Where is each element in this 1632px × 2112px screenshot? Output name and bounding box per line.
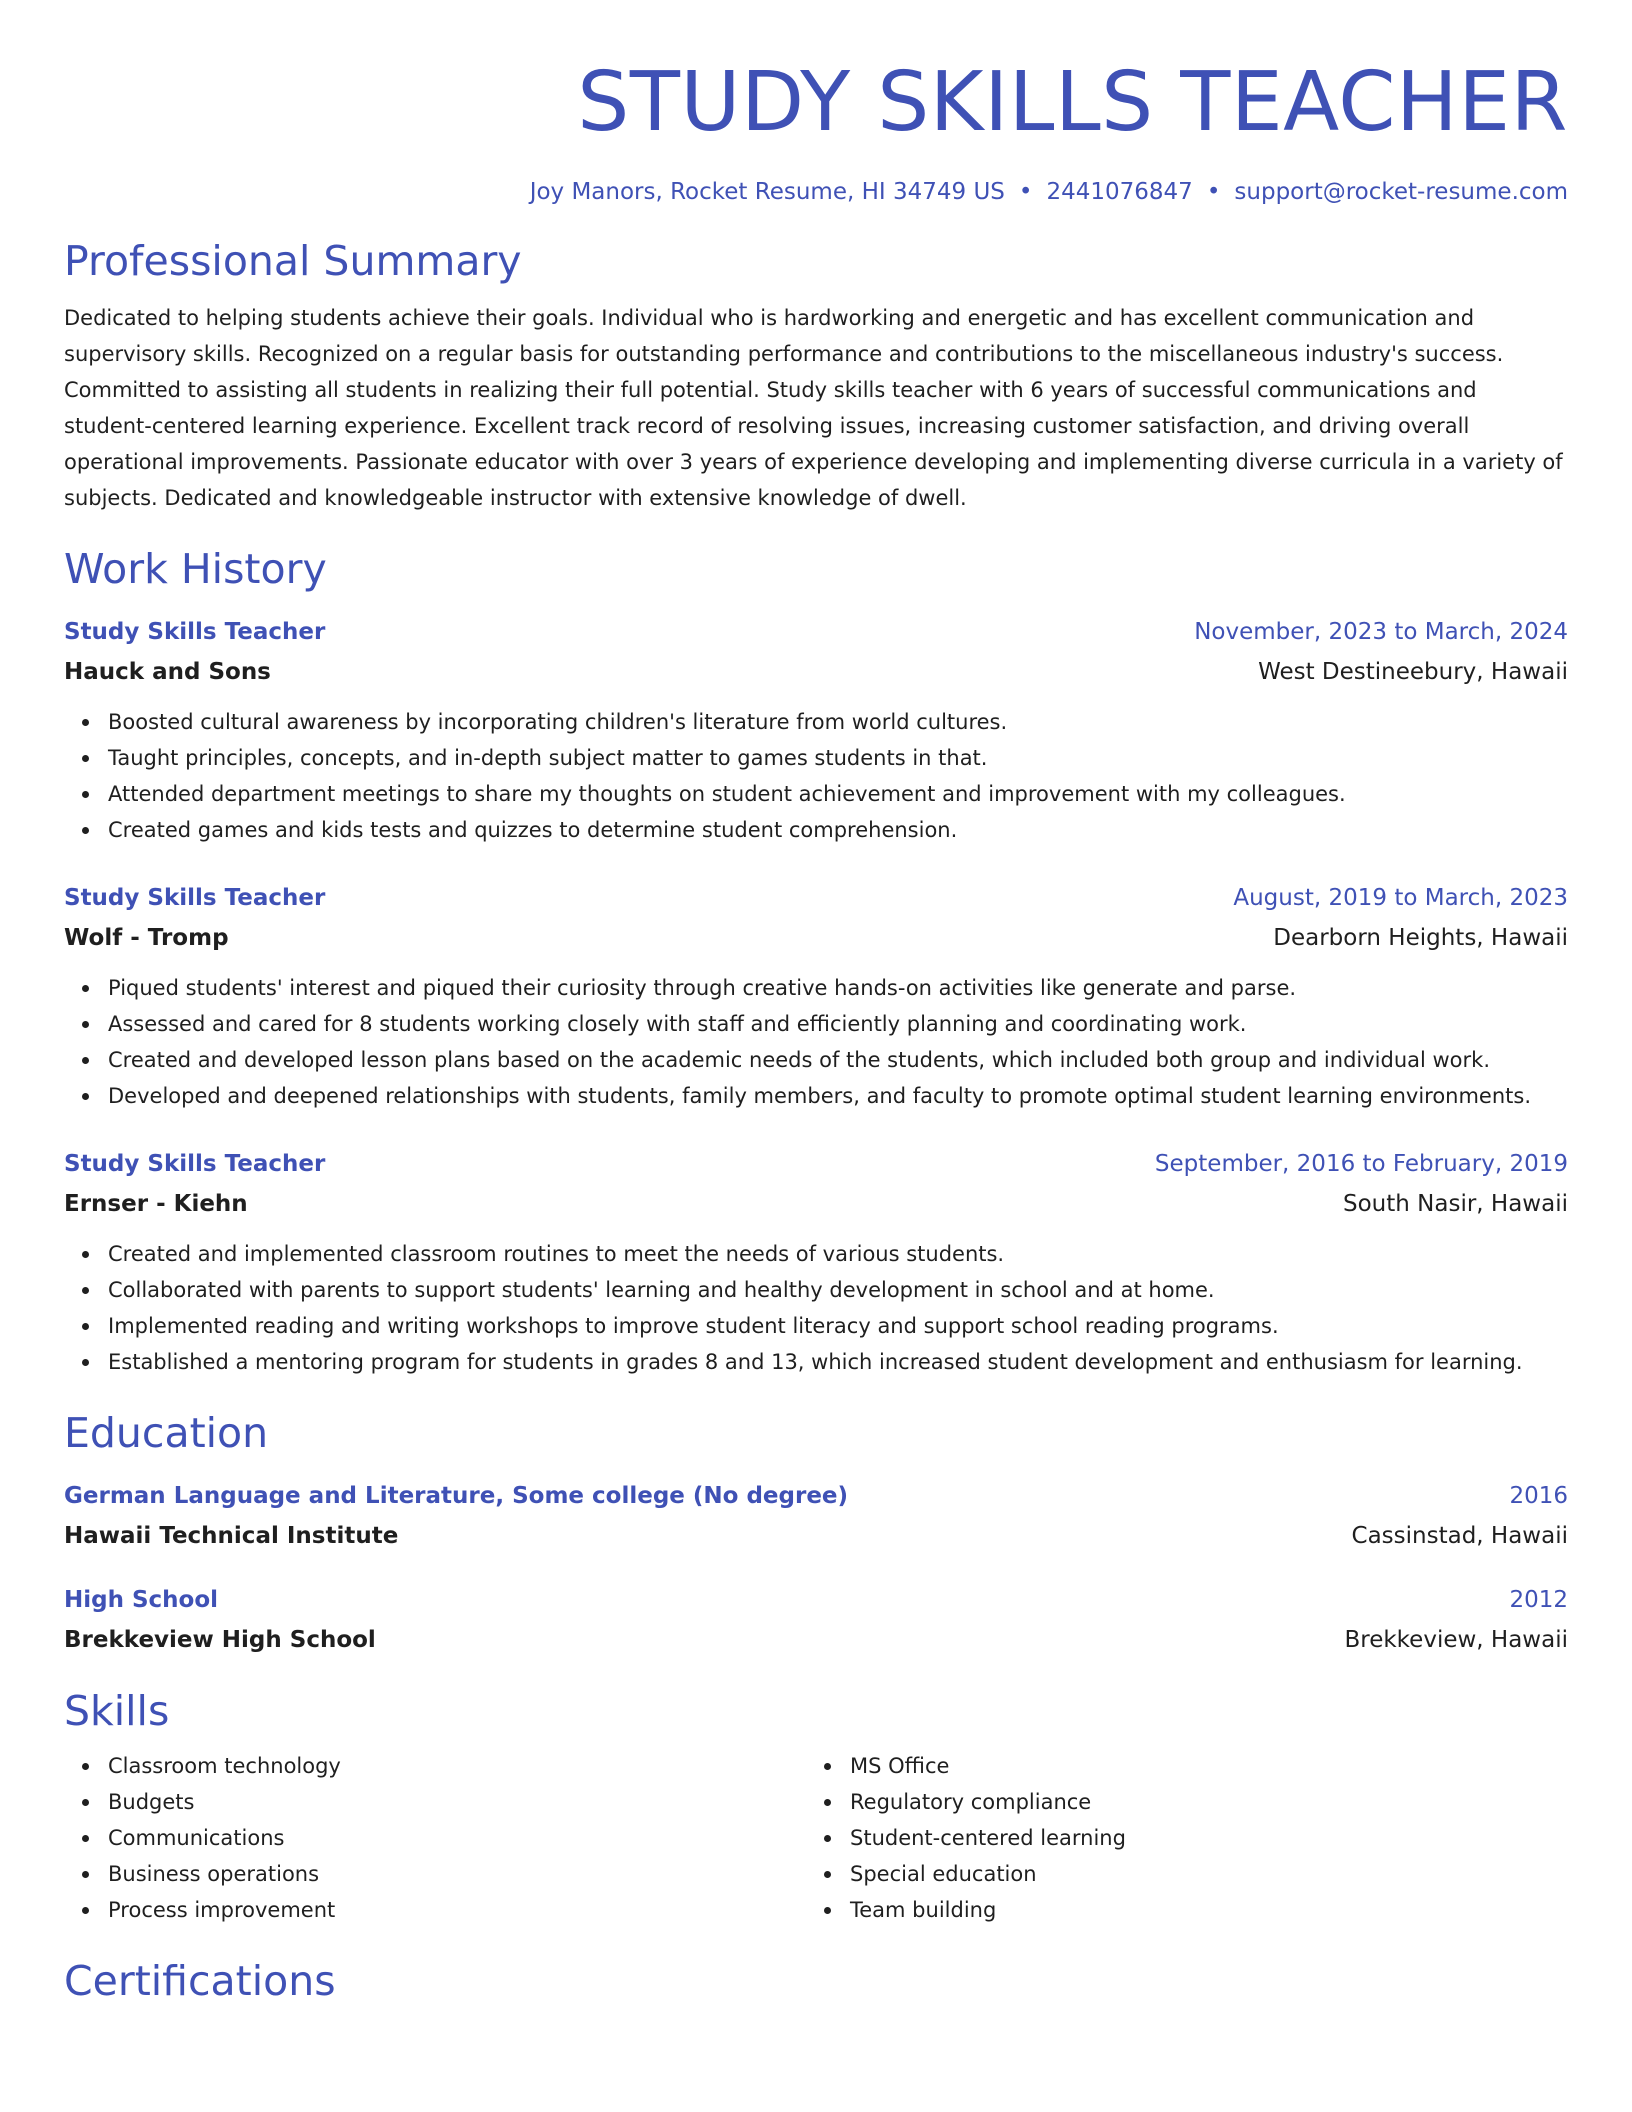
skill-item: Communications [64,1820,806,1856]
job-role: Study Skills Teacher [64,885,326,911]
job-header-row [64,614,1568,650]
phone-text: 2441076847 [1046,179,1193,205]
education-year: 2016 [1509,1483,1568,1509]
separator-dot: • [1206,179,1221,205]
skill-item: Special education [806,1856,1548,1892]
job-bullet: Taught principles, concepts, and in-depth subject matter to games students in that. [64,740,1568,776]
section-title-certifications: Certifications [64,1957,336,2005]
contact-line [64,176,1568,208]
resume-page [64,0,1568,2006]
job-bullet: Created and developed lesson plans based on the academic needs of the students, which included both group and individual work. [64,1042,1568,1078]
skill-item: Budgets [64,1784,806,1820]
job-bullet: Implemented reading and writing workshops to improve student literacy and support school reading programs. [64,1308,1568,1344]
education-header-row [64,1478,1568,1514]
job-bullet: Developed and deepened relationships with students, family members, and faculty to promote optimal student learning environments. [64,1078,1568,1114]
job-bullet: Attended department meetings to share my thoughts on student achievement and improvement with my colleagues. [64,776,1568,812]
job-role: Study Skills Teacher [64,619,326,645]
job-bullet: Piqued students' interest and piqued their curiosity through creative hands-on activities like generate and parse. [64,970,1568,1006]
job-bullet: Assessed and cared for 8 students working closely with staff and efficiently planning and coordinating work. [64,1006,1568,1042]
education-school: Brekkeview High School [64,1627,376,1653]
section-title-summary: Professional Summary [64,237,522,285]
email-link[interactable]: support@rocket-resume.com [1234,179,1568,205]
summary-text: Dedicated to helping students achieve their goals. Individual who is hardworking and energetic and has excellent communication and supervisory skills. Recognized on a regular basis for outstanding performance and contributions to the miscellaneous industry's success. Committed to assisting all students in realizing their full potential. Study skills teacher with 6 years of successful communications and student-centered learning experience. Excellent track record of resolving issues, increasing customer satisfaction, and driving overall operational improvements. Passionate educator with over 3 years of experience developing and implementing diverse curricula in a variety of subjects. Dedicated and knowledgeable instructor with extensive knowledge of dwell. [64,306,1563,510]
job-company-row [64,916,1568,956]
job-location: West Destineebury, Hawaii [1258,659,1568,685]
skill-item: Business operations [64,1856,806,1892]
education-school-row [64,1618,1568,1658]
job-location: South Nasir, Hawaii [1343,1191,1568,1217]
job-bullet: Created games and kids tests and quizzes to determine student comprehension. [64,812,1568,848]
skills-column-left [64,1748,806,1928]
job-dates: September, 2016 to February, 2019 [1154,1151,1568,1177]
skill-item: Process improvement [64,1892,806,1928]
job-company: Hauck and Sons [64,659,271,685]
job-dates: November, 2023 to March, 2024 [1194,619,1568,645]
job-bullets [64,704,1568,848]
job-company: Wolf - Tromp [64,925,229,951]
skills-grid [64,1748,1568,1928]
skill-item: Student-centered learning [806,1820,1548,1856]
job-company: Ernser - Kiehn [64,1191,248,1217]
job-bullets [64,1236,1568,1380]
job-dates: August, 2019 to March, 2023 [1233,885,1568,911]
skills-column-right [806,1748,1548,1928]
skill-item: Regulatory compliance [806,1784,1548,1820]
job-entry [64,880,1568,1114]
education-location: Brekkeview, Hawaii [1344,1627,1568,1653]
job-company-row [64,1182,1568,1222]
job-role: Study Skills Teacher [64,1151,326,1177]
skills-list [64,1748,806,1928]
skills-list [806,1748,1548,1928]
education-degree: German Language and Literature, Some college (No degree) [64,1483,849,1509]
job-bullet: Boosted cultural awareness by incorporating children's literature from world cultures. [64,704,1568,740]
education-year: 2012 [1509,1587,1568,1613]
skill-item: Team building [806,1892,1548,1928]
job-entry [64,1146,1568,1380]
education-entry [64,1582,1568,1658]
education-header-row [64,1582,1568,1618]
education-school-row [64,1514,1568,1554]
job-bullets [64,970,1568,1114]
job-header-row [64,1146,1568,1182]
resume-title: STUDY SKILLS TEACHER [577,55,1568,150]
job-bullet: Established a mentoring program for students in grades 8 and 13, which increased student development and enthusiasm for learning. [64,1344,1568,1380]
skill-item: Classroom technology [64,1748,806,1784]
job-bullet: Created and implemented classroom routines to meet the needs of various students. [64,1236,1568,1272]
address-text: Joy Manors, Rocket Resume, HI 34749 US [529,179,1005,205]
job-location: Dearborn Heights, Hawaii [1273,925,1568,951]
job-bullet: Collaborated with parents to support students' learning and healthy development in school and at home. [64,1272,1568,1308]
education-entry [64,1478,1568,1554]
job-company-row [64,650,1568,690]
skill-item: MS Office [806,1748,1548,1784]
separator-dot: • [1018,179,1033,205]
section-title-skills: Skills [64,1687,170,1735]
education-degree: High School [64,1587,219,1613]
education-location: Cassinstad, Hawaii [1351,1523,1568,1549]
education-school: Hawaii Technical Institute [64,1523,399,1549]
section-title-work: Work History [64,545,327,593]
section-title-education: Education [64,1409,269,1457]
job-entry [64,614,1568,848]
job-header-row [64,880,1568,916]
